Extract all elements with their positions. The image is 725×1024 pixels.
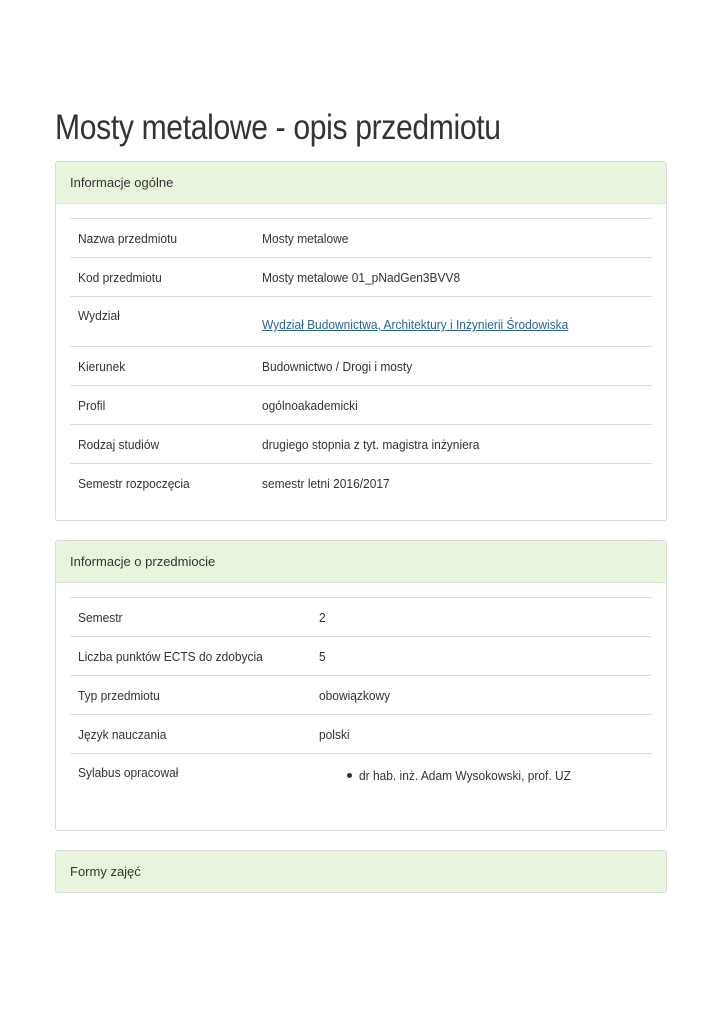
faculty-link[interactable]: Wydział Budownictwa, Architektury i Inżynierii Środowiska bbox=[262, 317, 569, 332]
row-value: 5 bbox=[311, 637, 652, 676]
row-label: Semestr rozpoczęcia bbox=[70, 464, 254, 503]
table-row bbox=[70, 386, 652, 425]
row-value bbox=[254, 297, 652, 347]
row-label: Typ przedmiotu bbox=[70, 676, 311, 715]
row-label: Kod przedmiotu bbox=[70, 258, 254, 297]
panel-heading: Informacje o przedmiocie bbox=[56, 541, 666, 583]
row-label: Język nauczania bbox=[70, 715, 311, 754]
row-label: Profil bbox=[70, 386, 254, 425]
row-value: 2 bbox=[311, 598, 652, 637]
row-value: Budownictwo / Drogi i mosty bbox=[254, 347, 652, 386]
table-row bbox=[70, 754, 652, 826]
course-info-table bbox=[70, 597, 652, 825]
table-row bbox=[70, 637, 652, 676]
row-value: Mosty metalowe 01_pNadGen3BVV8 bbox=[254, 258, 652, 297]
row-label: Kierunek bbox=[70, 347, 254, 386]
table-row bbox=[70, 297, 652, 347]
class-forms-panel bbox=[55, 850, 667, 893]
page-title: Mosty metalowe - opis przedmiotu bbox=[55, 108, 501, 147]
row-value: semestr letni 2016/2017 bbox=[254, 464, 652, 503]
table-row bbox=[70, 258, 652, 297]
row-value: drugiego stopnia z tyt. magistra inżyniera bbox=[254, 425, 652, 464]
row-value: polski bbox=[311, 715, 652, 754]
list-item: dr hab. inż. Adam Wysokowski, prof. UZ bbox=[347, 768, 644, 783]
row-value bbox=[311, 754, 652, 826]
course-info-panel bbox=[55, 540, 667, 831]
table-row bbox=[70, 347, 652, 386]
table-row bbox=[70, 464, 652, 503]
author-list bbox=[319, 768, 644, 783]
row-label: Sylabus opracował bbox=[70, 754, 311, 826]
row-value: obowiązkowy bbox=[311, 676, 652, 715]
row-value: Mosty metalowe bbox=[254, 219, 652, 258]
general-info-table bbox=[70, 218, 652, 502]
row-label: Liczba punktów ECTS do zdobycia bbox=[70, 637, 311, 676]
row-label: Wydział bbox=[70, 297, 254, 347]
general-info-panel bbox=[55, 161, 667, 521]
table-row bbox=[70, 598, 652, 637]
row-label: Nazwa przedmiotu bbox=[70, 219, 254, 258]
row-label: Rodzaj studiów bbox=[70, 425, 254, 464]
table-row bbox=[70, 425, 652, 464]
table-row bbox=[70, 219, 652, 258]
table-row bbox=[70, 715, 652, 754]
row-value: ogólnoakademicki bbox=[254, 386, 652, 425]
panel-heading: Informacje ogólne bbox=[56, 162, 666, 204]
row-label: Semestr bbox=[70, 598, 311, 637]
table-row bbox=[70, 676, 652, 715]
panel-heading: Formy zajęć bbox=[56, 851, 666, 892]
